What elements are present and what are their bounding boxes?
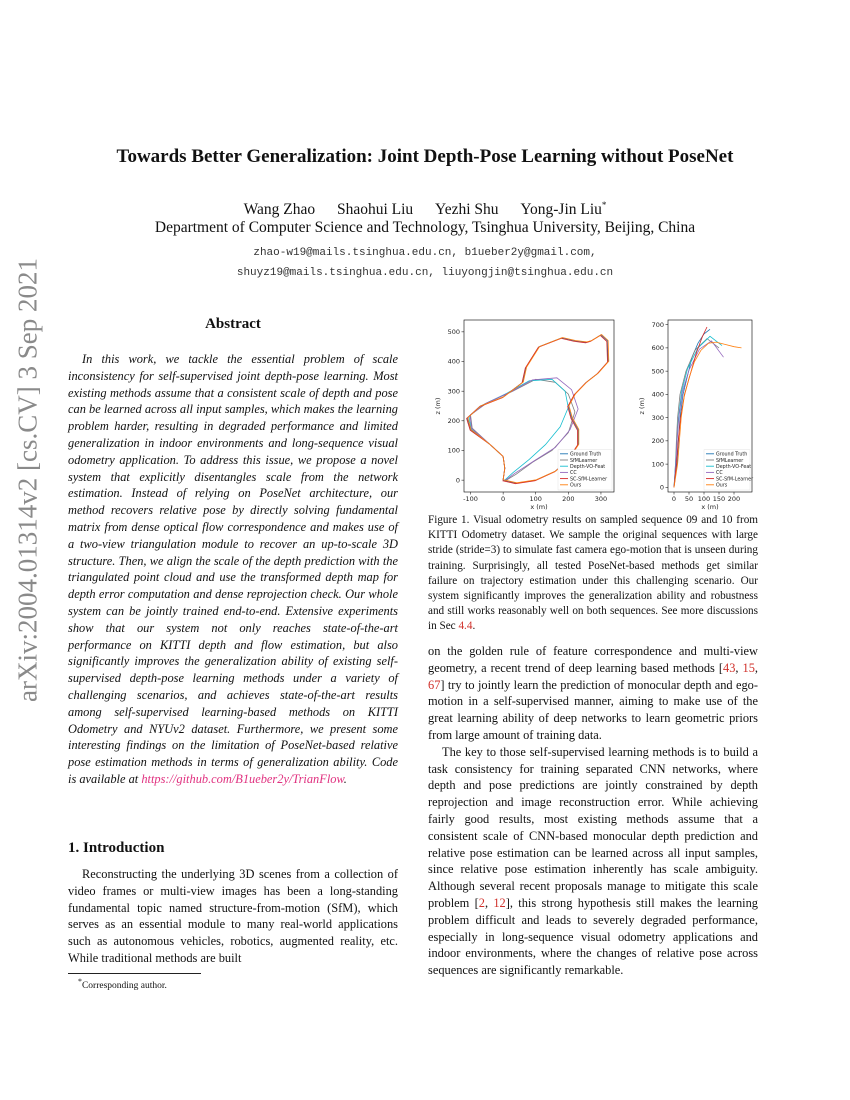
y-tick-label: 300 xyxy=(651,413,664,422)
author-1: Wang Zhao xyxy=(243,201,316,219)
corresponding-mark: * xyxy=(601,200,607,210)
introduction-heading: 1. Introduction xyxy=(68,840,165,856)
paragraph-2: The key to those self-supervised learning methods is to build a task consistency for training separated CNN networks, where depth and pose predictions are jointly constrained by depth reprojection and image reconstruction error. While achieving fairly good results, most existing methods assume that a consistent scale of CNN-based monocular depth prediction and relative pose estimation can be learned across all input samples, since relative pose estimation inherently has scale ambiguity. Although several recent proposals manage to mitigate this scale problem [2, 12], this strong hypothesis still makes the learning problem difficult and leads to severely degraded performance, especially in long-sequence visual odometry applications and indoor environments, where the changes of relative pose across sequences are significantly remarkable. xyxy=(428,744,758,978)
y-tick-label: 700 xyxy=(651,320,664,329)
citation[interactable]: 43 xyxy=(723,660,736,675)
x-tick-label: 200 xyxy=(727,495,741,503)
y-tick-label: 0 xyxy=(659,483,664,492)
legend-entry: Depth-VO-Feat xyxy=(570,465,606,470)
y-axis-label: z (m) xyxy=(638,397,646,415)
author-4: Yong-Jin Liu* xyxy=(520,200,607,219)
author-2: Shaohui Liu xyxy=(336,201,414,219)
y-tick-label: 100 xyxy=(651,460,664,469)
legend-entry: Depth-VO-Feat xyxy=(716,465,752,470)
x-tick-label: 150 xyxy=(712,495,726,503)
citation[interactable]: 67 xyxy=(428,677,441,692)
y-tick-label: 200 xyxy=(447,417,460,426)
email-line-2: shuyz19@mails.tsinghua.edu.cn, liuyongjin@tsinghua.edu.cn xyxy=(236,267,614,279)
right-column-text xyxy=(428,643,758,979)
y-tick-label: 200 xyxy=(651,437,664,446)
x-tick-label: -100 xyxy=(463,495,478,503)
paper-title: Towards Better Generalization: Joint Depth-Pose Learning without PoseNet xyxy=(116,146,734,167)
legend-entry: Ours xyxy=(716,483,728,489)
legend-entry: SC-SfM-Learner xyxy=(570,477,608,483)
abstract-heading: Abstract xyxy=(205,316,261,332)
citation[interactable]: 12 xyxy=(493,895,506,910)
abstract-body: In this work, we tackle the essential problem of scale inconsistency for self-supervised joint depth-pose learning. Most existing methods assume that a consistent scale of depth and pose can be learned across all input samples, which makes the learning problem harder, resulting in degraded performance and limited generalization in indoor environments and long-sequence visual odometry application. To address this issue, we propose a novel system that explicitly disentangles scale from the network estimation. Instead of relying on PoseNet architecture, our method recovers relative pose by directly solving fundamental matrix from dense optical flow correspondence and makes use of a two-view triangulation module to recover an up-to-scale 3D structure. Then, we align the scale of the depth prediction with the triangulated point cloud and use the transformed depth map for depth error computation and dense reprojection check. Our whole system can be jointly trained end-to-end. Extensive experiments show that our system not only reaches state-of-the-art performance on KITTI depth and flow estimation, but also significantly improves the generalization ability of existing self-supervised depth-pose learning methods under a variety of challenging scenarios, and achieves state-of-the-art results among self-supervised learning-based methods on KITTI Odometry and NYUv2 dataset. Furthermore, we present some interesting findings on the limitation of PoseNet-based relative pose estimation methods in terms of generalization ability. Code is available at https://github.com/B1ueber2y/TrianFlow. xyxy=(68,352,398,786)
y-tick-label: 300 xyxy=(447,387,460,396)
intro-paragraph: Reconstructing the underlying 3D scenes from a collection of video frames or multi-view images has been a long-standing fundamental topic named structure-from-motion (SfM), which serves as an essential module to many real-world applications such as autonomous vehicles, robotics, augmented reality, etc. While traditional methods are built xyxy=(68,867,398,965)
affiliation: Department of Computer Science and Technology, Tsinghua University, Beijing, China xyxy=(154,219,696,236)
x-tick-label: 0 xyxy=(671,495,677,503)
y-tick-label: 400 xyxy=(651,390,664,399)
x-axis-label: x (m) xyxy=(701,503,719,510)
citation[interactable]: 15 xyxy=(742,660,755,675)
arxiv-identifier: arXiv:2004.01314v2 [cs.CV] 3 Sep 2021 xyxy=(12,258,43,702)
x-tick-label: 300 xyxy=(594,495,608,503)
footnote-rule xyxy=(68,973,201,974)
legend-entry: SfMLearner xyxy=(570,458,598,464)
y-tick-label: 0 xyxy=(455,476,460,485)
series-line-depth-vo-feat xyxy=(469,379,568,480)
legend-entry: Ours xyxy=(570,483,582,489)
y-tick-label: 100 xyxy=(447,446,460,455)
y-tick-label: 400 xyxy=(447,357,460,366)
citation[interactable]: 2 xyxy=(478,895,485,910)
section-ref[interactable]: 4.4 xyxy=(458,620,473,633)
author-3: Yezhi Shu xyxy=(435,201,499,219)
x-tick-label: 100 xyxy=(529,495,542,503)
legend-entry: CC xyxy=(570,471,577,477)
arxiv-sidebar xyxy=(2,258,54,702)
trajectory-plots xyxy=(428,312,758,510)
x-axis-label: x (m) xyxy=(530,503,548,510)
introduction-body xyxy=(68,866,398,967)
x-tick-label: 100 xyxy=(697,495,711,503)
abstract-text: In this work, we tackle the essential problem of scale inconsistency for self-supervised joint depth-pose learning. Most existing methods assume that a consistent scale of depth and pose can be learned across all input samples, which makes the learning problem harder, resulting in degraded performance and limited generalization in indoor environments and long-sequence visual odometry application. To address this issue, we propose a novel system that explicitly disentangles scale from the network estimation. Instead of relying on PoseNet architecture, our method recovers relative pose by directly solving fundamental matrix from dense optical flow correspondence and makes use of a two-view triangulation module to recover an up-to-scale 3D structure. Then, we align the scale of the depth prediction with the triangulated point cloud and use the transformed depth map for depth error computation and dense reprojection check. Our whole system can be jointly trained end-to-end. Extensive experiments show that our system not only reaches state-of-the-art performance on KITTI depth and flow estimation, but also significantly improves the generalization ability of existing self-supervised depth-pose learning methods under a variety of challenging scenarios, and achieves state-of-the-art results among self-supervised learning-based methods on KITTI Odometry and NYUv2 dataset. Furthermore, we present some interesting findings on the limitation of PoseNet-based relative pose estimation methods in terms of generalization ability. Code is available at xyxy=(68,352,398,786)
legend-entry: CC xyxy=(716,471,723,477)
footnote: *Corresponding author. xyxy=(78,977,167,992)
legend-entry: SC-SfM-Learner xyxy=(716,477,754,483)
x-tick-label: 200 xyxy=(562,495,575,503)
email-list xyxy=(60,243,790,283)
y-tick-label: 500 xyxy=(447,328,460,337)
x-tick-label: 50 xyxy=(684,495,694,503)
x-tick-label: 0 xyxy=(501,495,506,503)
legend-entry: Ground Truth xyxy=(570,452,602,458)
y-axis-label: z (m) xyxy=(434,397,442,415)
figure-1 xyxy=(428,312,758,510)
paragraph-1: on the golden rule of feature correspondence and multi-view geometry, a recent trend of deep learning based methods [43, 15, 67] try to jointly learn the prediction of monocular depth and ego-motion in a self-supervised manner, aiming to make use of the great learning ability of deep networks to learn geometric priors from large amount of training data. xyxy=(428,644,758,742)
author-list xyxy=(60,200,790,219)
legend-entry: Ground Truth xyxy=(716,452,748,458)
email-line-1: zhao-w19@mails.tsinghua.edu.cn, b1ueber2y@gmail.com, xyxy=(253,247,597,259)
code-link[interactable]: https://github.com/B1ueber2y/TrianFlow xyxy=(141,771,344,786)
y-tick-label: 600 xyxy=(651,344,664,353)
legend-entry: SfMLearner xyxy=(716,458,744,464)
y-tick-label: 500 xyxy=(651,367,664,376)
figure-caption: Figure 1. Visual odometry results on sampled sequence 09 and 10 from KITTI Odometry dataset. We sample the original sequences with large stride (stride=3) to simulate fast camera ego-motion that is unseen during training. Surprisingly, all tested PoseNet-based methods get similar failure on trajectory estimation under this challenging scenario. Our system significantly improves the generalization ability and robustness and still works reasonably well on both sequences. See more discussions in Sec 4.4. xyxy=(428,514,758,633)
